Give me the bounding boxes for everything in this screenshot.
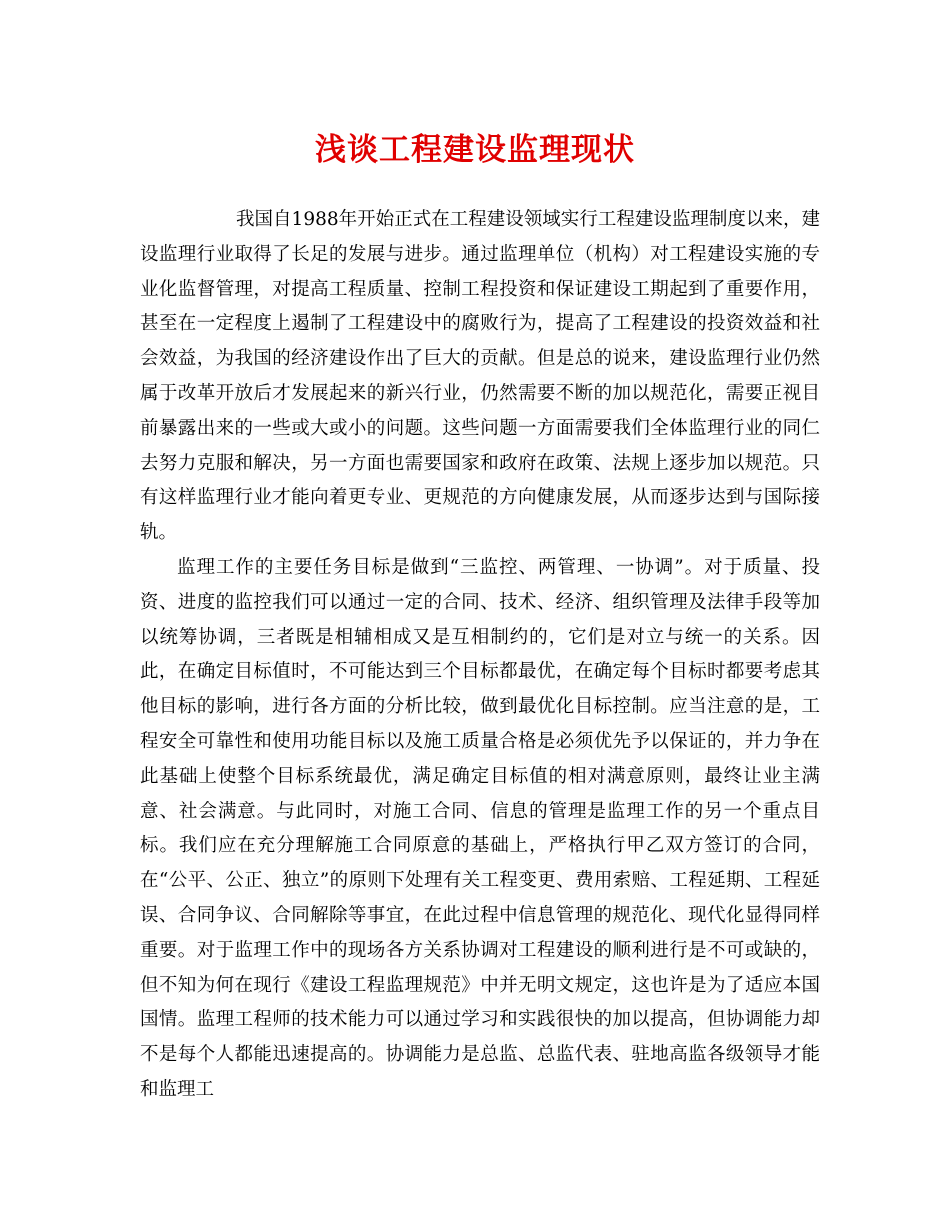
document-body <box>140 203 820 1108</box>
paragraph-intro: 我国自1988年开始正式在工程建设领域实行工程建设监理制度以来，建设监理行业取得了长足的发展与进步。通过监理单位（机构）对工程建设实施的专业化监督管理，对提高工程质量、控制工程投资和保证建设工期起到了重要作用，甚至在一定程度上遏制了工程建设中的腐败行为，提高了工程建设的投资效益和社会效益，为我国的经济建设作出了巨大的贡献。但是总的说来，建设监理行业仍然属于改革开放后才发展起来的新兴行业，仍然需要不断的加以规范化，需要正视目前暴露出来的一些或大或小的问题。这些问题一方面需要我们全体监理行业的同仁去努力克服和解决，另一方面也需要国家和政府在政策、法规上逐步加以规范。只有这样监理行业才能向着更专业、更规范的方向健康发展，从而逐步达到与国际接轨。 <box>140 209 820 544</box>
document-title: 浅谈工程建设监理现状 <box>315 132 635 168</box>
paragraph-supervision-goals: 监理工作的主要任务目标是做到“三监控、两管理、一协调”。对于质量、投资、进度的监控我们可以通过一定的合同、技术、经济、组织管理及法律手段等加以统筹协调，三者既是相辅相成又是互相制约的，它们是对立与统一的关系。因此，在确定目标值时，不可能达到三个目标都最优，在确定每个目标时都要考虑其他目标的影响，进行各方面的分析比较，做到最优化目标控制。应当注意的是，工程安全可靠性和使用功能目标以及施工质量合格是必须优先予以保证的，并力争在此基础上使整个目标系统最优，满足确定目标值的相对满意原则，最终让业主满意、社会满意。与此同时，对施工合同、信息的管理是监理工作的另一个重点目标。我们应在充分理解施工合同原意的基础上，严格执行甲乙双方签订的合同，在“公平、公正、独立”的原则下处理有关工程变更、费用索赔、工程延期、工程延误、合同争议、合同解除等事宜，在此过程中信息管理的规范化、现代化显得同样重要。对于监理工作中的现场各方关系协调对工程建设的顺利进行是不可或缺的，但不知为何在现行《建设工程监理规范》中并无明文规定，这也许是为了适应本国国情。监理工程师的技术能力可以通过学习和实践很快的加以提高，但协调能力却不是每个人都能迅速提高的。协调能力是总监、总监代表、驻地高监各级领导才能和监理工 <box>140 556 820 1100</box>
